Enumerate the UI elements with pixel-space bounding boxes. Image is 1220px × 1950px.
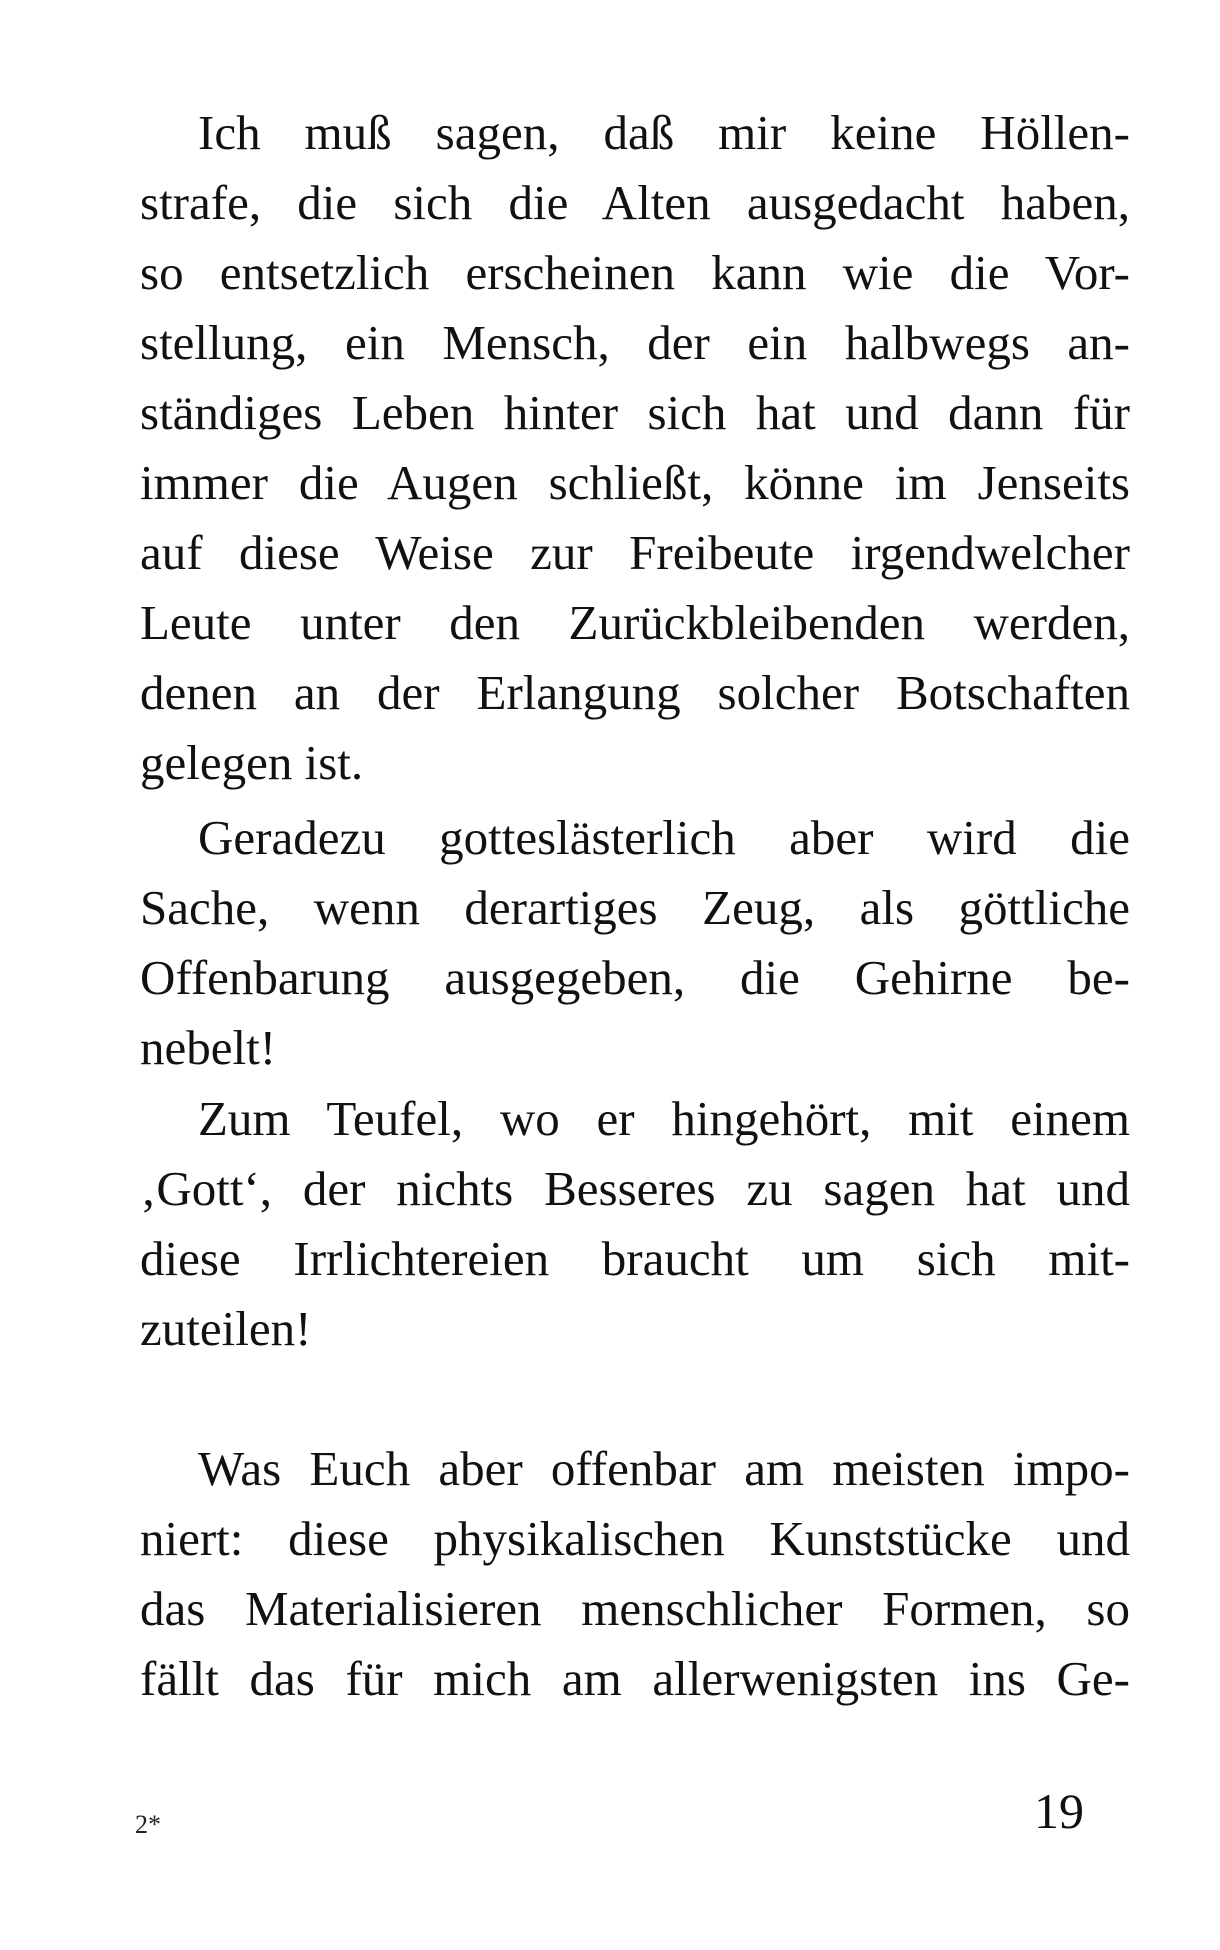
text-line: so entsetzlich erscheinen kann wie die Vor- xyxy=(140,245,1130,300)
text-line: Geradezu gotteslästerlich aber wird die xyxy=(198,810,1130,865)
text-line: diese Irrlichtereien braucht um sich mit- xyxy=(140,1231,1130,1286)
paragraph-1 xyxy=(140,98,1130,798)
text-line: niert: diese physikalischen Kunststücke und xyxy=(140,1511,1130,1566)
text-line: denen an der Erlangung solcher Botschaften xyxy=(140,665,1130,720)
text-line: Offenbarung ausgegeben, die Gehirne be- xyxy=(140,950,1130,1005)
text-line: strafe, die sich die Alten ausgedacht haben, xyxy=(140,175,1130,230)
signature-mark: 2* xyxy=(135,1810,161,1839)
text-line: Ich muß sagen, daß mir keine Höllen- xyxy=(198,105,1130,160)
text-line: fällt das für mich am allerwenigsten ins Ge- xyxy=(140,1651,1130,1706)
text-line: auf diese Weise zur Freibeute irgendwelcher xyxy=(140,525,1130,580)
paragraph-2 xyxy=(140,803,1130,1083)
paragraph-4 xyxy=(140,1434,1130,1714)
paragraph-3 xyxy=(140,1084,1130,1364)
text-line: Sache, wenn derartiges Zeug, als göttliche xyxy=(140,880,1130,935)
text-line: ständiges Leben hinter sich hat und dann für xyxy=(140,385,1130,440)
text-line: Was Euch aber offenbar am meisten impo- xyxy=(198,1441,1130,1496)
text-line: Zum Teufel, wo er hingehört, mit einem xyxy=(198,1091,1130,1146)
text-line: nebelt! xyxy=(140,1020,277,1075)
text-line: ‚Gott‘, der nichts Besseres zu sagen hat und xyxy=(140,1161,1130,1216)
text-line: stellung, ein Mensch, der ein halbwegs an- xyxy=(140,315,1130,370)
text-line: zuteilen! xyxy=(140,1301,312,1356)
text-line: gelegen ist. xyxy=(140,735,364,790)
text-line: das Materialisieren menschlicher Formen, so xyxy=(140,1581,1130,1636)
text-line: Leute unter den Zurückbleibenden werden, xyxy=(140,595,1130,650)
page-number: 19 xyxy=(1034,1783,1084,1839)
text-line: immer die Augen schließt, könne im Jenseits xyxy=(140,455,1130,510)
